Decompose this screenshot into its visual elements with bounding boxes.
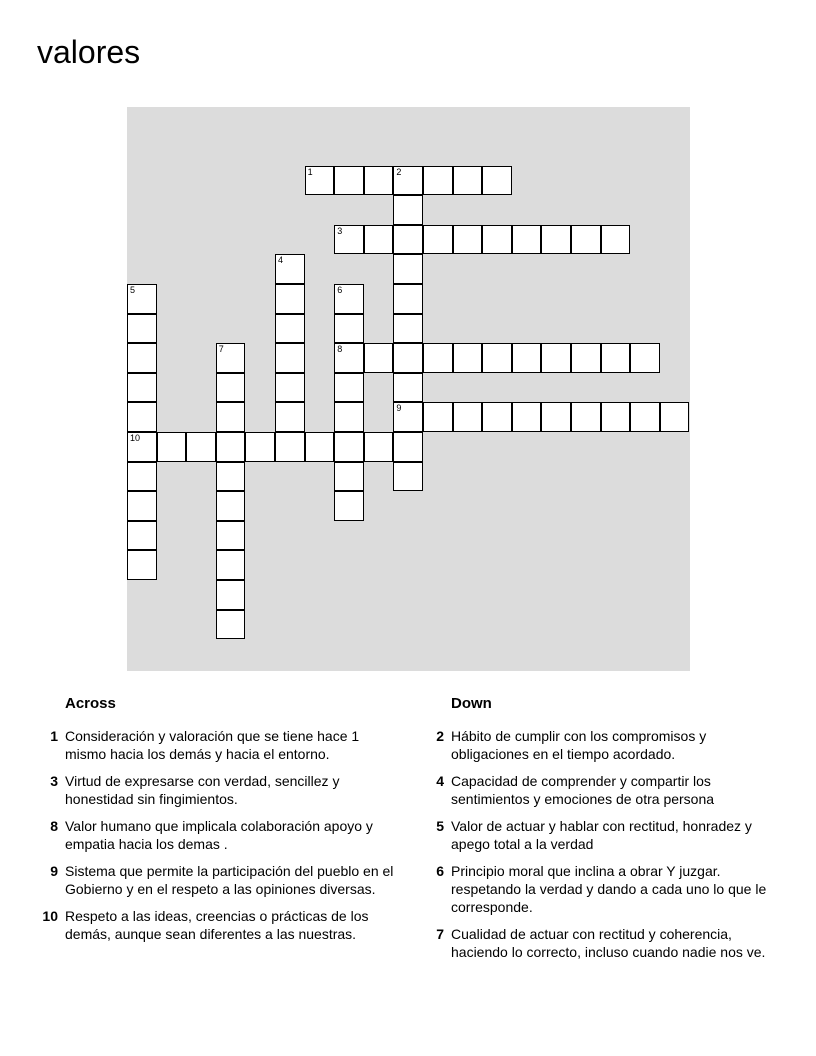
grid-cell[interactable] <box>364 343 394 373</box>
cell-number: 10 <box>130 433 141 443</box>
grid-cell[interactable] <box>127 373 157 403</box>
clue-text: Respeto a las ideas, creencias o prácticas de los demás, aunque sean diferentes a las nuestras. <box>65 908 369 942</box>
grid-cell[interactable] <box>364 225 394 255</box>
clue-across-8 <box>40 817 400 853</box>
grid-cell[interactable] <box>423 166 453 196</box>
cell-number: 2 <box>396 166 402 177</box>
cell-number: 6 <box>337 285 343 295</box>
clue-number: 1 <box>50 728 58 744</box>
grid-cell[interactable] <box>541 225 571 255</box>
clue-text: Sistema que permite la participación del pueblo en el Gobierno y en el respeto a las opiniones diversas. <box>65 863 394 897</box>
cell-number: 4 <box>278 255 284 266</box>
grid-cell[interactable] <box>275 432 305 462</box>
clue-across-10 <box>40 907 400 943</box>
grid-cell[interactable] <box>482 402 512 432</box>
grid-cell[interactable] <box>334 462 364 492</box>
grid-cell[interactable] <box>305 432 335 462</box>
grid-cell[interactable] <box>512 402 542 432</box>
grid-cell[interactable] <box>393 402 423 432</box>
grid-cell[interactable] <box>216 373 246 403</box>
clue-text: Cualidad de actuar con rectitud y coherencia, haciendo lo correcto, incluso cuando nadie nos ve. <box>451 926 766 960</box>
grid-cell[interactable] <box>393 284 423 314</box>
grid-cell[interactable] <box>453 166 483 196</box>
clue-text: Virtud de expresarse con verdad, sencillez y honestidad sin fingimientos. <box>65 773 340 807</box>
clue-number: 8 <box>50 818 58 834</box>
grid-cell[interactable] <box>453 402 483 432</box>
grid-cell[interactable] <box>364 166 394 196</box>
down-clues <box>426 695 786 970</box>
grid-cell[interactable] <box>393 432 423 462</box>
down-heading: Down <box>451 695 492 712</box>
grid-cell[interactable] <box>127 521 157 551</box>
grid-cell[interactable] <box>393 225 423 255</box>
grid-cell[interactable] <box>601 343 631 373</box>
grid-cell[interactable] <box>541 343 571 373</box>
cell-number: 5 <box>130 285 136 295</box>
grid-cell[interactable] <box>186 432 216 462</box>
grid-cell[interactable] <box>216 580 246 610</box>
clue-text: Valor humano que implicala colaboración apoyo y empatia hacia los demas . <box>65 818 373 852</box>
grid-cell[interactable] <box>393 343 423 373</box>
grid-cell[interactable] <box>127 432 157 462</box>
clue-down-6 <box>426 862 786 916</box>
clue-across-3 <box>40 772 400 808</box>
grid-cell[interactable] <box>334 402 364 432</box>
grid-cell[interactable] <box>364 432 394 462</box>
clue-down-4 <box>426 772 786 808</box>
clue-number: 9 <box>50 863 58 879</box>
grid-cell[interactable] <box>334 166 364 196</box>
clue-text: Hábito de cumplir con los compromisos y obligaciones en el tiempo acordado. <box>451 728 707 762</box>
grid-cell[interactable] <box>127 284 157 314</box>
grid-cell[interactable] <box>334 225 364 255</box>
grid-cell[interactable] <box>393 373 423 403</box>
grid-cell[interactable] <box>275 343 305 373</box>
grid-cell[interactable] <box>334 491 364 521</box>
crossword-grid <box>127 107 690 671</box>
cell-number: 7 <box>218 344 224 355</box>
grid-cell[interactable] <box>127 402 157 432</box>
grid-cell[interactable] <box>393 314 423 344</box>
grid-cell[interactable] <box>334 373 364 403</box>
grid-cell[interactable] <box>601 402 631 432</box>
grid-cell[interactable] <box>275 284 305 314</box>
clue-text: Principio moral que inclina a obrar Y juzgar. respetando la verdad y dando a cada uno lo que le corresponde. <box>451 863 767 915</box>
grid-cell[interactable] <box>216 432 246 462</box>
clue-across-9 <box>40 862 400 898</box>
grid-cell[interactable] <box>512 225 542 255</box>
grid-cell[interactable] <box>127 550 157 580</box>
grid-cell[interactable] <box>334 432 364 462</box>
clue-text: Consideración y valoración que se tiene hace 1 mismo hacia los demás y hacia el entorno. <box>65 728 360 762</box>
across-clues <box>40 695 400 952</box>
grid-cell[interactable] <box>512 343 542 373</box>
grid-cell[interactable] <box>305 166 335 196</box>
grid-cell[interactable] <box>453 225 483 255</box>
grid-cell[interactable] <box>482 343 512 373</box>
grid-cell[interactable] <box>601 225 631 255</box>
cell-number: 9 <box>396 403 402 414</box>
clue-down-5 <box>426 817 786 853</box>
grid-cell[interactable] <box>423 402 453 432</box>
clue-across-1 <box>40 727 400 763</box>
grid-cell[interactable] <box>393 254 423 284</box>
grid-cell[interactable] <box>275 254 305 284</box>
grid-cell[interactable] <box>127 462 157 492</box>
grid-cell[interactable] <box>393 195 423 225</box>
grid-cell[interactable] <box>334 284 364 314</box>
page-title: valores <box>37 34 141 70</box>
clue-text: Valor de actuar y hablar con rectitud, honradez y apego total a la verdad <box>451 818 752 852</box>
grid-cell[interactable] <box>216 402 246 432</box>
clue-down-7 <box>426 925 786 961</box>
clue-number: 3 <box>50 773 58 789</box>
grid-cell[interactable] <box>453 343 483 373</box>
grid-cell[interactable] <box>660 402 690 432</box>
grid-cell[interactable] <box>127 314 157 344</box>
clue-number: 5 <box>436 818 444 834</box>
clue-number: 4 <box>436 773 444 789</box>
grid-cell[interactable] <box>127 343 157 373</box>
grid-cell[interactable] <box>216 521 246 551</box>
grid-cell[interactable] <box>630 343 660 373</box>
grid-cell[interactable] <box>157 432 187 462</box>
grid-cell[interactable] <box>216 610 246 640</box>
grid-cell[interactable] <box>275 314 305 344</box>
cell-number: 8 <box>337 344 343 355</box>
grid-cell[interactable] <box>423 225 453 255</box>
grid-cell[interactable] <box>245 432 275 462</box>
grid-cell[interactable] <box>393 166 423 196</box>
grid-cell[interactable] <box>275 373 305 403</box>
clue-number: 2 <box>436 728 444 744</box>
grid-cell[interactable] <box>393 462 423 492</box>
grid-cell[interactable] <box>127 491 157 521</box>
across-heading: Across <box>65 695 116 712</box>
grid-cell[interactable] <box>423 343 453 373</box>
clue-down-2 <box>426 727 786 763</box>
grid-cell[interactable] <box>571 225 601 255</box>
clue-number: 10 <box>42 908 58 924</box>
grid-cell[interactable] <box>482 225 512 255</box>
grid-cell[interactable] <box>541 402 571 432</box>
grid-cell[interactable] <box>334 314 364 344</box>
grid-cell[interactable] <box>216 491 246 521</box>
grid-cell[interactable] <box>216 462 246 492</box>
clue-text: Capacidad de comprender y compartir los sentimientos y emociones de otra persona <box>451 773 715 807</box>
clue-number: 6 <box>436 863 444 879</box>
grid-cell[interactable] <box>571 343 601 373</box>
cell-number: 1 <box>307 166 313 177</box>
grid-cell[interactable] <box>334 343 364 373</box>
grid-cell[interactable] <box>630 402 660 432</box>
grid-cell[interactable] <box>216 550 246 580</box>
grid-cell[interactable] <box>216 343 246 373</box>
grid-cell[interactable] <box>275 402 305 432</box>
clue-number: 7 <box>436 926 444 942</box>
grid-cell[interactable] <box>482 166 512 196</box>
grid-cell[interactable] <box>571 402 601 432</box>
cell-number: 3 <box>337 225 343 236</box>
